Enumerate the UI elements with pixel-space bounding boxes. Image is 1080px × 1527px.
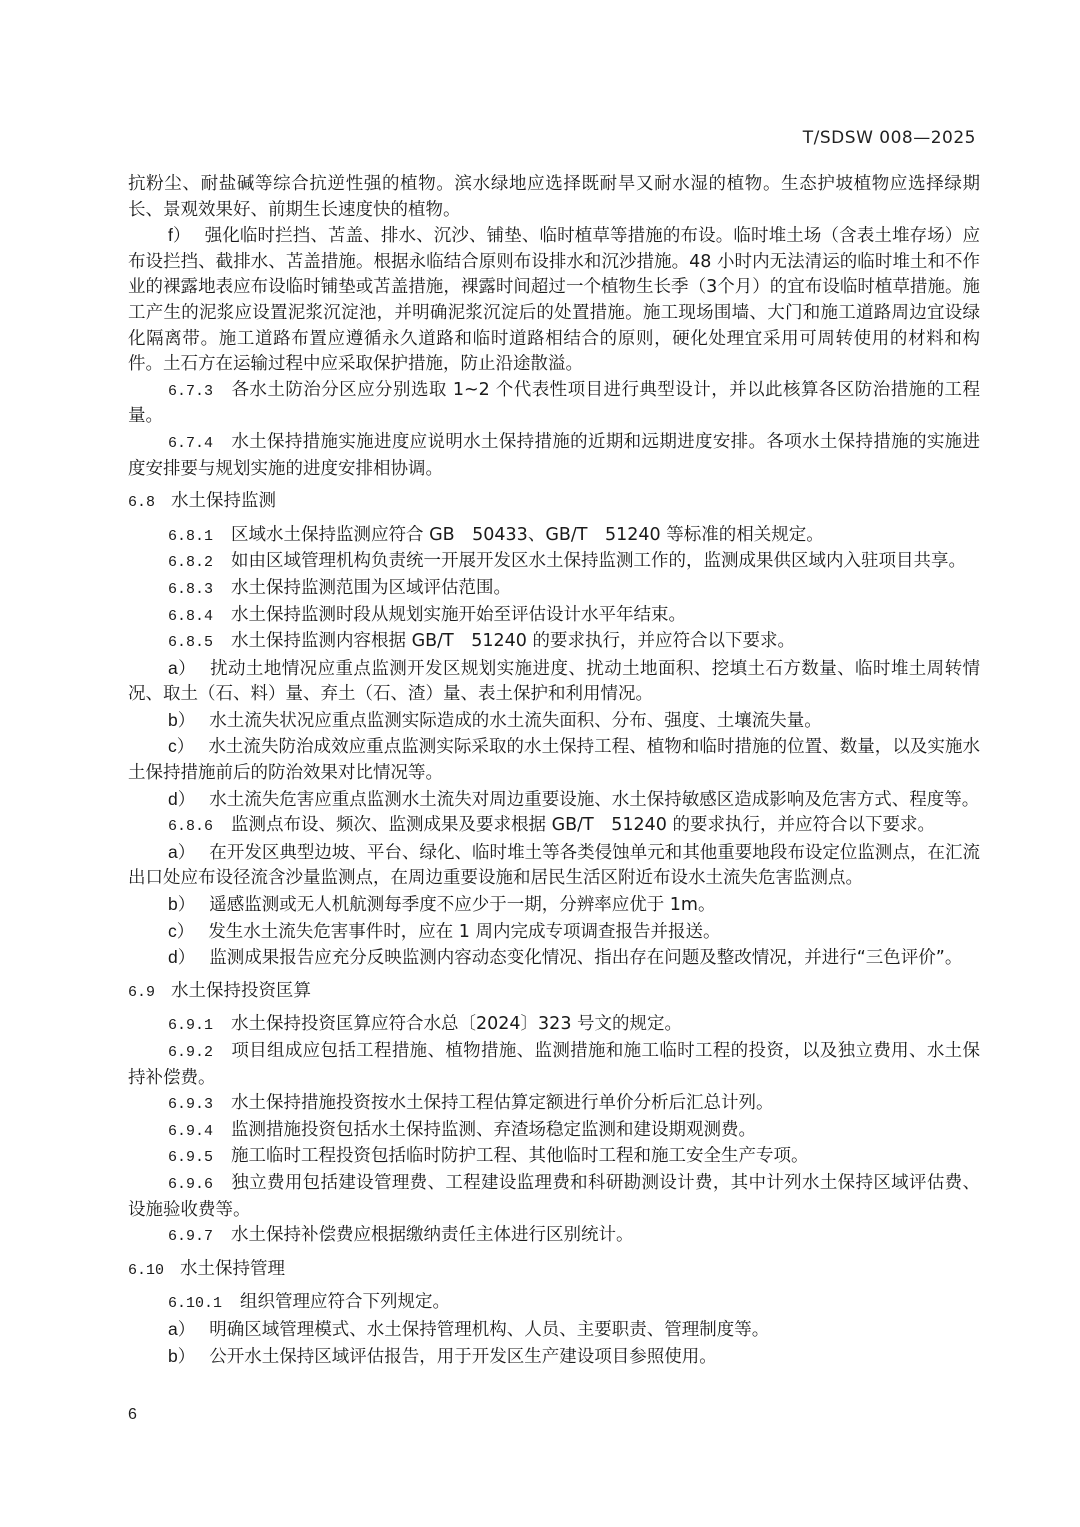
section-heading: 6.8 水土保持监测 xyxy=(128,491,277,512)
clause-number: 6.8.4 xyxy=(168,607,214,625)
clause: 6.8.6 监测点布设、频次、监测成果及要求根据 GB/T 51240 的要求执行，并应符合以下要求。 xyxy=(168,815,935,836)
list-item: a） 明确区域管理模式、水土保持管理机构、人员、主要职责、管理制度等。 xyxy=(168,1318,770,1340)
list-item: c） 水土流失防治成效应重点监测实际采取的水土保持工程、植物和临时措施的位置、数量，以及实施水土保持措施前后的防治效果对比情况等。 xyxy=(128,736,980,784)
list-marker: a） xyxy=(168,841,196,862)
clause-number: 6.8.1 xyxy=(168,527,214,545)
list-marker: f） xyxy=(168,225,191,246)
clause-number: 6.9.5 xyxy=(168,1149,214,1167)
clause-number: 6.8.2 xyxy=(168,554,214,572)
clause: 6.8.5 水土保持监测内容根据 GB/T 51240 的要求执行，并应符合以下要求。 xyxy=(168,631,795,652)
clause: 6.8.4 水土保持监测时段从规划实施开始至评估设计水平年结束。 xyxy=(168,604,687,625)
list-marker: c） xyxy=(168,736,195,757)
page-number: 6 xyxy=(128,1406,137,1423)
clause-number: 6.7.3 xyxy=(168,382,214,400)
clause: 6.9.4 监测措施投资包括水土保持监测、弃渣场稳定监测和建设期观测费。 xyxy=(168,1119,757,1140)
list-marker: b） xyxy=(168,709,196,730)
list-marker: b） xyxy=(168,894,196,915)
clause-number: 6.9.6 xyxy=(168,1175,214,1193)
clause-number: 6.7.4 xyxy=(168,434,214,452)
list-item: b） 水土流失状况应重点监测实际造成的水土流失面积、分布、强度、土壤流失量。 xyxy=(168,709,822,731)
section-number: 6.8 xyxy=(128,494,156,512)
document-body xyxy=(128,172,980,1370)
section-number: 6.10 xyxy=(128,1261,165,1279)
paragraph-continuation: 抗粉尘、耐盐碱等综合抗逆性强的植物。滨水绿地应选择既耐旱又耐水湿的植物。生态护坡植物应选择绿期长、景观效果好、前期生长速度快的植物。 xyxy=(128,174,980,220)
list-marker: b） xyxy=(168,1345,196,1366)
clause-number: 6.9.4 xyxy=(168,1122,214,1140)
list-item: d） 监测成果报告应充分反映监测内容动态变化情况、指出存在问题及整改情况，并进行“三色评价”。 xyxy=(168,947,963,969)
list-item: b） 遥感监测或无人机航测每季度不应少于一期，分辨率应优于 1m。 xyxy=(168,894,716,916)
clause: 6.8.1 区域水土保持监测应符合 GB 50433、GB/T 51240 等标准的相关规定。 xyxy=(168,524,824,545)
clause: 6.10.1 组织管理应符合下列规定。 xyxy=(168,1292,451,1313)
clause-number: 6.9.1 xyxy=(168,1017,214,1035)
section-heading: 6.10 水土保持管理 xyxy=(128,1258,286,1279)
list-marker: a） xyxy=(168,657,197,678)
clause: 6.9.5 施工临时工程投资包括临时防护工程、其他临时工程和施工安全生产专项。 xyxy=(168,1146,809,1167)
clause: 6.8.3 水土保持监测范围为区域评估范围。 xyxy=(168,577,512,598)
clause: 6.7.3 各水土防治分区应分别选取 1~2 个代表性项目进行典型设计，并以此核算各区防治措施的工程量。 xyxy=(128,379,980,427)
clause-number: 6.8.6 xyxy=(168,818,214,836)
list-marker: c） xyxy=(168,920,195,941)
list-item: b） 公开水土保持区域评估报告，用于开发区生产建设项目参照使用。 xyxy=(168,1345,717,1367)
list-item: f） 强化临时拦挡、苫盖、排水、沉沙、铺垫、临时植草等措施的布设。临时堆土场（含表土堆存场）应布设拦挡、截排水、苫盖措施。根据永临结合原则布设排水和沉沙措施。48 小时内无法清运的临时堆土和不作业的裸露地表应布设临时铺垫或苫盖措施，裸露时间超过一个植物生长季（3个月）的宜布设临时植草措施。施工产生的泥浆应设置泥浆沉淀池，并明确泥浆沉淀后的处置措施。施工现场围墙、大门和施工道路周边宜设绿化隔离带。施工道路布置应遵循永久道路和临时道路相结合的原则，硬化处理宜采用可周转使用的材料和构件。土石方在运输过程中应采取保护措施，防止沿途散溢。 xyxy=(128,225,980,375)
clause: 6.9.2 项目组成应包括工程措施、植物措施、监测措施和施工临时工程的投资，以及独立费用、水土保持补偿费。 xyxy=(128,1041,980,1088)
list-item: a） 扰动土地情况应重点监测开发区规划实施进度、扰动土地面积、挖填土石方数量、临时堆土周转情况、取土（石、料）量、弃土（石、渣）量、表土保护和利用情况。 xyxy=(128,657,981,705)
clause-number: 6.8.5 xyxy=(168,634,214,652)
section-heading: 6.9 水土保持投资匡算 xyxy=(128,980,312,1001)
clause-number: 6.10.1 xyxy=(168,1295,223,1313)
list-item: c） 发生水土流失危害事件时，应在 1 周内完成专项调查报告并报送。 xyxy=(168,920,721,942)
clause: 6.9.6 独立费用包括建设管理费、工程建设监理费和科研勘测设计费，其中计列水土保持区域评估费、设施验收费等。 xyxy=(128,1172,980,1220)
clause: 6.9.3 水土保持措施投资按水土保持工程估算定额进行单价分析后汇总计列。 xyxy=(168,1093,774,1114)
clause-number: 6.9.3 xyxy=(168,1096,214,1114)
clause-number: 6.8.3 xyxy=(168,580,214,598)
list-item: a） 在开发区典型边坡、平台、绿化、临时堆土等各类侵蚀单元和其他重要地段布设定位监测点，在汇流出口处应布设径流含沙量监测点，在周边重要设施和居民生活区附近布设水土流失危害监测点。 xyxy=(128,841,981,889)
clause-number: 6.9.7 xyxy=(168,1228,214,1246)
list-marker: d） xyxy=(168,947,196,968)
clause: 6.8.2 如由区域管理机构负责统一开展开发区水土保持监测工作的，监测成果供区域内入驻项目共享。 xyxy=(168,551,967,572)
document-code: T/SDSW 008—2025 xyxy=(802,128,976,148)
section-number: 6.9 xyxy=(128,983,156,1001)
clause: 6.9.7 水土保持补偿费应根据缴纳责任主体进行区别统计。 xyxy=(168,1225,634,1246)
clause-number: 6.9.2 xyxy=(168,1044,214,1061)
clause: 6.7.4 水土保持措施实施进度应说明水土保持措施的近期和远期进度安排。各项水土保持措施的实施进度安排要与规划实施的进度安排相协调。 xyxy=(128,431,980,479)
clause: 6.9.1 水土保持投资匡算应符合水总〔2024〕323 号文的规定。 xyxy=(168,1014,683,1035)
list-item: d） 水土流失危害应重点监测水土流失对周边重要设施、水土保持敏感区造成影响及危害方式、程度等。 xyxy=(168,788,980,810)
list-marker: a） xyxy=(168,1318,196,1339)
list-marker: d） xyxy=(168,788,196,809)
